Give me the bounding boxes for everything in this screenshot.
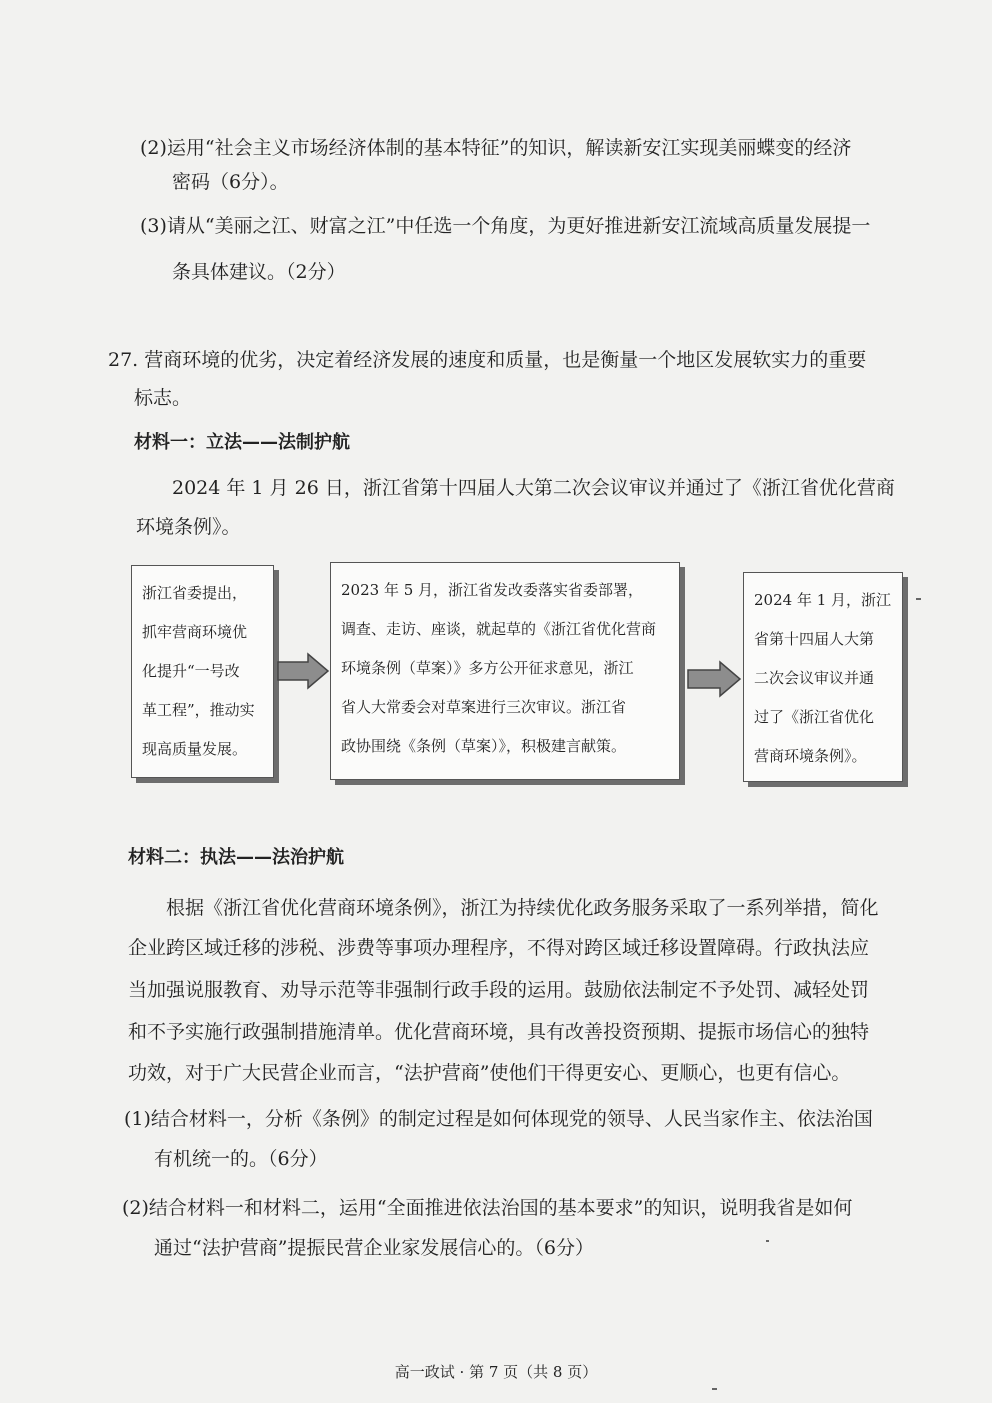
q27-part2-line2: 通过“法护营商”提振民营企业家发展信心的。（6分） — [154, 1237, 595, 1259]
flow-box3-line: 省第十四届人大第 — [754, 630, 875, 648]
material2-line: 根据《浙江省优化营商环境条例》，浙江为持续优化政务服务采取了一系列举措，简化 — [166, 897, 879, 919]
q26-part2-line1: (2)运用“社会主义市场经济体制的基本特征”的知识，解读新安江实现美丽蝶变的经济 — [140, 137, 852, 159]
scan-speck — [766, 1240, 769, 1242]
flow-box2-line: 省人大常委会对草案进行三次审议。浙江省 — [341, 698, 627, 716]
flow-box1-line: 革工程”，推动实 — [142, 701, 255, 719]
page-footer: 高一政试 · 第 7 页（共 8 页） — [394, 1363, 598, 1381]
material1-heading: 材料一：立法——法制护航 — [134, 432, 350, 453]
flow-box1-line: 浙江省委提出， — [142, 584, 248, 602]
flow-box1-line: 化提升“一号改 — [142, 662, 240, 680]
q27-intro-line2: 标志。 — [134, 387, 192, 409]
flow-box-provincial-committee — [131, 565, 274, 778]
q27-part2-line1: (2)结合材料一和材料二，运用“全面推进依法治国的基本要求”的知识，说明我省是如何 — [122, 1197, 853, 1219]
material2-line: 当加强说服教育、劝导示范等非强制行政手段的运用。鼓励依法制定不予处罚、减轻处罚 — [128, 979, 870, 1001]
q27-part1-line2: 有机统一的。（6分） — [154, 1148, 328, 1170]
flow-box2-line: 政协围绕《条例（草案）》，积极建言献策。 — [341, 737, 627, 755]
flow-box2-line: 2023 年 5 月，浙江省发改委落实省委部署， — [341, 581, 644, 599]
flow-arrow-right-icon — [686, 660, 742, 698]
flow-box-drafting-process — [330, 562, 680, 780]
q27-intro-line1: 27. 营商环境的优劣，决定着经济发展的速度和质量，也是衡量一个地区发展软实力的重要 — [108, 349, 867, 371]
flow-box2-line: 环境条例（草案）》多方公开征求意见，浙江 — [341, 659, 634, 677]
scan-speck — [916, 598, 921, 600]
flow-box3-line: 二次会议审议并通 — [754, 669, 875, 687]
material2-heading: 材料二：执法——法治护航 — [128, 847, 344, 868]
q27-part1-line1: (1)结合材料一，分析《条例》的制定过程是如何体现党的领导、人民当家作主、依法治国 — [124, 1108, 873, 1130]
q26-part2-line2: 密码（6分）。 — [172, 171, 289, 193]
material2-line: 功效，对于广大民营企业而言，“法护营商”使他们干得更安心、更顺心，也更有信心。 — [128, 1062, 851, 1084]
material2-line: 和不予实施行政强制措施清单。优化营商环境，具有改善投资预期、提振市场信心的独特 — [128, 1021, 870, 1043]
material2-line: 企业跨区域迁移的涉税、涉费等事项办理程序，不得对跨区域迁移设置障碍。行政执法应 — [128, 937, 870, 959]
material1-line2: 环境条例》。 — [136, 516, 241, 538]
flow-box2-line: 调查、走访、座谈，就起草的《浙江省优化营商 — [341, 620, 657, 638]
flow-box1-line: 现高质量发展。 — [142, 740, 248, 758]
q26-part3-line2: 条具体建议。（2分） — [172, 261, 346, 283]
flow-box3-line: 过了《浙江省优化 — [754, 708, 875, 726]
flow-arrow-right-icon — [276, 652, 330, 690]
flow-box-regulation-passed — [743, 572, 903, 782]
scan-speck — [712, 1388, 717, 1390]
flow-box1-line: 抓牢营商环境优 — [142, 623, 248, 641]
flow-box3-line: 2024 年 1 月，浙江 — [754, 591, 892, 609]
q26-part3-line1: (3)请从“美丽之江、财富之江”中任选一个角度，为更好推进新安江流域高质量发展提一 — [140, 215, 871, 237]
flow-box3-line: 营商环境条例》。 — [754, 747, 867, 765]
material1-line1: 2024 年 1 月 26 日，浙江省第十四届人大第二次会议审议并通过了《浙江省优化营商 — [172, 477, 895, 499]
